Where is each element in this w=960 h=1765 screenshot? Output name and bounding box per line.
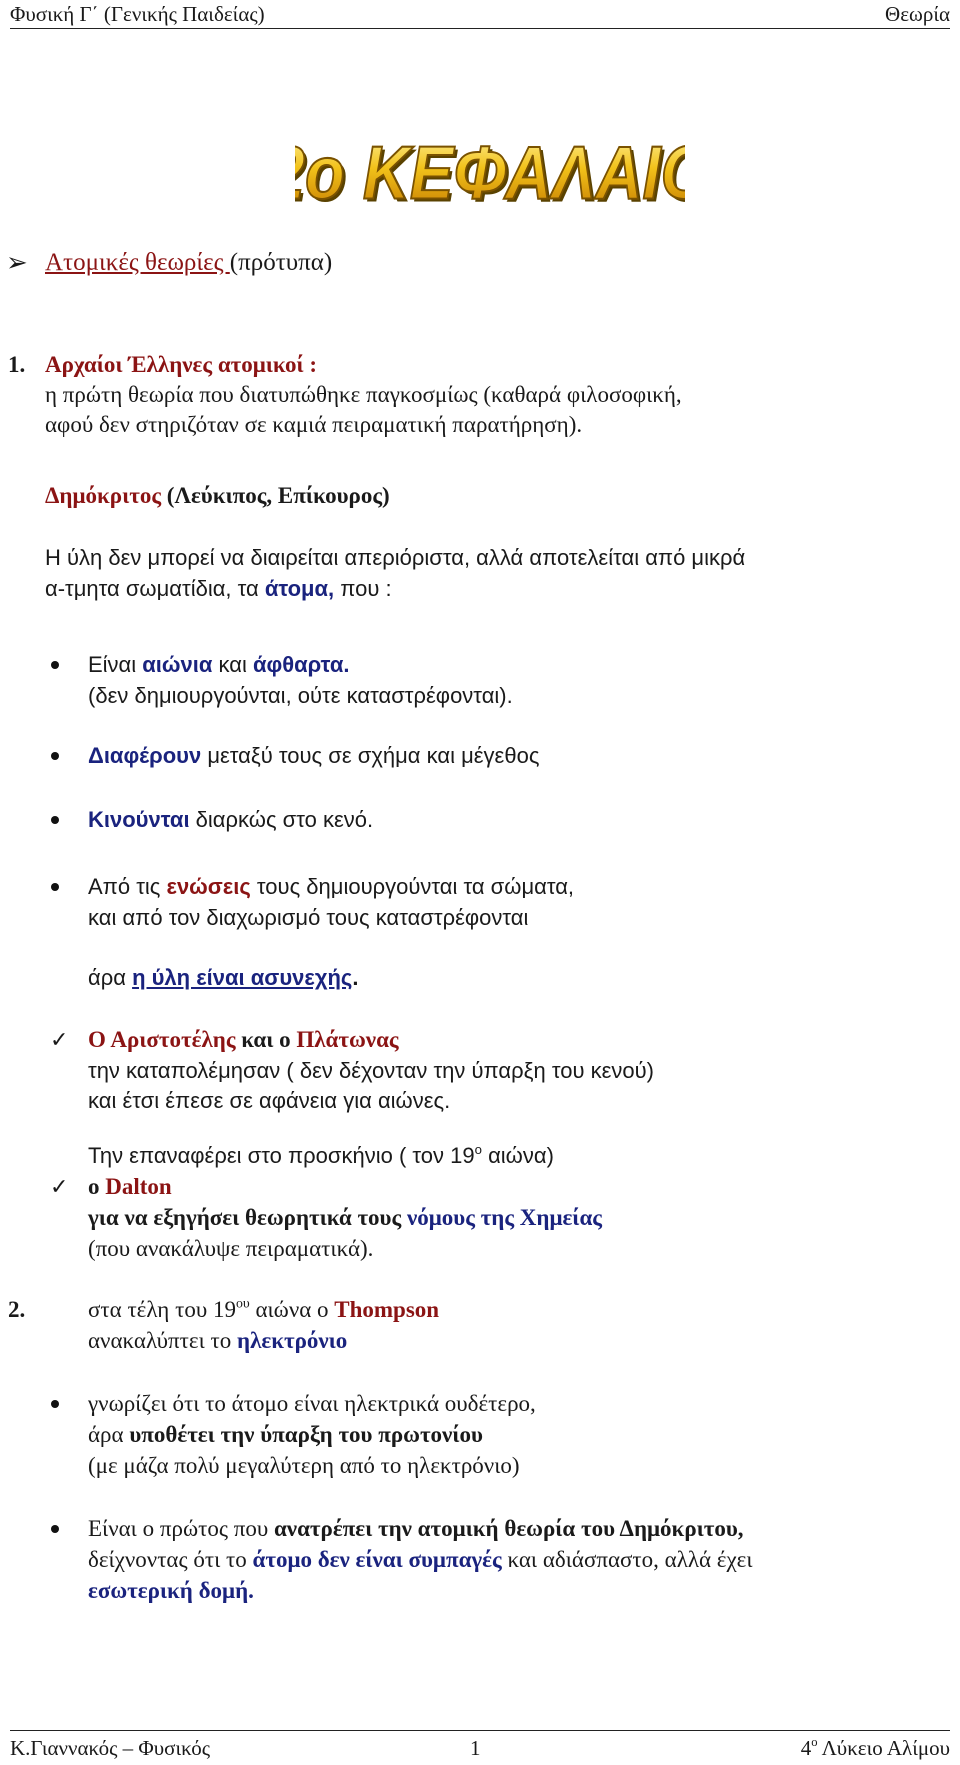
section-title: Ατομικές θεωρίες (45, 249, 230, 276)
chapter-title (295, 120, 685, 220)
term: Διαφέρουν (88, 743, 202, 768)
name: Ο Αριστοτέλης (88, 1027, 236, 1052)
footer-school (801, 1731, 950, 1765)
header-course: Φυσική Γ΄ (Γενικής Παιδείας) (10, 2, 265, 26)
text-span: ανακαλύπτει το (88, 1328, 238, 1353)
check-1-line1 (88, 1025, 399, 1055)
bullet-icon (51, 816, 59, 824)
text-span: αιώνα ο (249, 1297, 335, 1322)
name: Dalton (105, 1174, 172, 1199)
part-number: 2. (8, 1297, 26, 1322)
text-span: και (212, 652, 253, 677)
part2-line2 (88, 1326, 347, 1356)
name: Πλάτωνας (296, 1027, 399, 1052)
bullet-icon (51, 661, 59, 669)
part2-bullet-2-line3: εσωτερική δομή. (88, 1578, 254, 1603)
part-number: 1. (8, 352, 26, 377)
check-2-line3: (που ανακάλυψε πειραματικά). (88, 1236, 374, 1261)
text-span: Την επαναφέρει στο προσκήνιο ( τον 19 (88, 1143, 475, 1168)
text-span: Είναι ο πρώτος που (88, 1516, 274, 1541)
bullet-1-line2: (δεν δημιουργούνται, ούτε καταστρέφονται). (88, 683, 513, 708)
text-span: δείχνοντας ότι το (88, 1547, 253, 1572)
text-span: διαρκώς στο κενό. (189, 807, 374, 832)
superscript: ου (235, 1295, 250, 1311)
term: αιώνια (142, 652, 213, 677)
page-number: 1 (470, 1736, 481, 1760)
text-span: 4 (800, 1736, 812, 1760)
text-span: α-τμητα σωματίδια, τα (45, 576, 265, 601)
part1-intro-line2: αφού δεν στηριζόταν σε καμιά πειραματική παρατήρηση). (45, 412, 583, 437)
part1-heading: Αρχαίοι Έλληνες ατομικοί : (45, 352, 318, 377)
philosopher-name: Δημόκριτος (45, 483, 162, 508)
text-span: για να εξηγήσει θεωρητικά τους (88, 1205, 407, 1230)
term: υποθέτει την ύπαρξη του πρωτονίου (129, 1422, 483, 1447)
bullet-1-line1 (88, 650, 349, 680)
term: άτομο δεν είναι συμπαγές (252, 1547, 502, 1572)
term-atoms: άτομα, (264, 576, 335, 601)
arrow-bullet-icon: ➢ (6, 248, 28, 277)
part2-line1 (88, 1295, 439, 1325)
term: ηλεκτρόνιο (237, 1328, 348, 1353)
name: Thompson (334, 1297, 440, 1322)
term: ενώσεις (166, 874, 251, 899)
philosopher-line (45, 481, 390, 511)
conclusion-term: η ύλη είναι ασυνεχής (132, 965, 353, 990)
section-subtitle: (πρότυπα) (229, 249, 333, 276)
text-span: και αδιάσπαστο, αλλά έχει (501, 1547, 753, 1572)
part2-bullet-2-line2 (88, 1545, 753, 1575)
term: νόμους της Χημείας (406, 1205, 602, 1230)
check-2-pre (88, 1141, 554, 1171)
text-span: ο (88, 1174, 106, 1199)
part2-bullet-1-line3: (με μάζα πολύ μεγαλύτερη από το ηλεκτρόνιο) (88, 1453, 520, 1478)
part2-bullet-2-line1 (88, 1514, 744, 1544)
page-footer (10, 1730, 950, 1765)
term: ανατρέπει την ατομική θεωρία του Δημόκριτου, (273, 1516, 744, 1541)
conclusion (88, 963, 358, 993)
text-span: στα τέλη του 19 (88, 1297, 236, 1322)
header-section: Θεωρία (885, 2, 950, 26)
theory-line1: Η ύλη δεν μπορεί να διαιρείται απεριόριστα, αλλά αποτελείται από μικρά (45, 545, 746, 570)
chapter-title-wordart (295, 120, 685, 220)
bullet-3 (88, 805, 373, 835)
chapter-title-shadow: ο ΚΕΦΑΛΑΙΟ (307, 132, 685, 218)
text-span: αιώνα) (481, 1143, 554, 1168)
bullet-4-line2: και από τον διαχωρισμό τους καταστρέφονται (88, 905, 529, 930)
bullet-icon (51, 883, 59, 891)
check-1-line2: την καταπολέμησαν ( δεν δέχονταν την ύπαρξη του κενού) (88, 1058, 654, 1083)
part1-intro-line1: η πρώτη θεωρία που διατυπώθηκε παγκοσμίως (καθαρά φιλοσοφική, (45, 382, 682, 407)
text-span: Είναι (88, 652, 143, 677)
page-header (10, 0, 950, 29)
check-2-line1 (88, 1172, 172, 1202)
term: άφθαρτα. (252, 652, 350, 677)
text-span: Λύκειο Αλίμου (817, 1736, 950, 1760)
text-span: και ο (235, 1027, 297, 1052)
chapter-title-text: ο ΚΕΦΑΛΑΙΟ (304, 129, 685, 215)
superscript: ο (474, 1141, 482, 1157)
footer-author: Κ.Γιαννακός – Φυσικός (10, 1736, 211, 1760)
part2-bullet-1-line1: γνωρίζει ότι το άτομο είναι ηλεκτρικά ουδέτερο, (88, 1391, 536, 1416)
checkmark-icon: ✓ (50, 1174, 69, 1199)
part2-bullet-1-line2 (88, 1420, 483, 1450)
check-1-line3: και έτσι έπεσε σε αφάνεια για αιώνες. (88, 1088, 451, 1113)
bullet-4-line1 (88, 872, 574, 902)
text-span: άρα (88, 1422, 130, 1447)
bullet-2 (88, 741, 539, 771)
bullet-icon (51, 1525, 59, 1533)
bullet-icon (51, 1400, 59, 1408)
superscript: ο (811, 1735, 818, 1750)
text-span: άρα (88, 965, 133, 990)
text-span: . (352, 965, 359, 990)
text-span: τους δημιουργούνται τα σώματα, (250, 874, 575, 899)
section-heading (45, 248, 332, 278)
text-span: Από τις (88, 874, 167, 899)
term: Κινούνται (88, 807, 190, 832)
bullet-icon (51, 752, 59, 760)
theory-line2 (45, 574, 392, 604)
check-2-line2 (88, 1203, 602, 1233)
philosopher-others: (Λεύκιπος, Επίκουρος) (161, 483, 390, 508)
checkmark-icon: ✓ (50, 1027, 69, 1052)
text-span: μεταξύ τους σε σχήμα και μέγεθος (201, 743, 540, 768)
text-span: που : (334, 576, 392, 601)
